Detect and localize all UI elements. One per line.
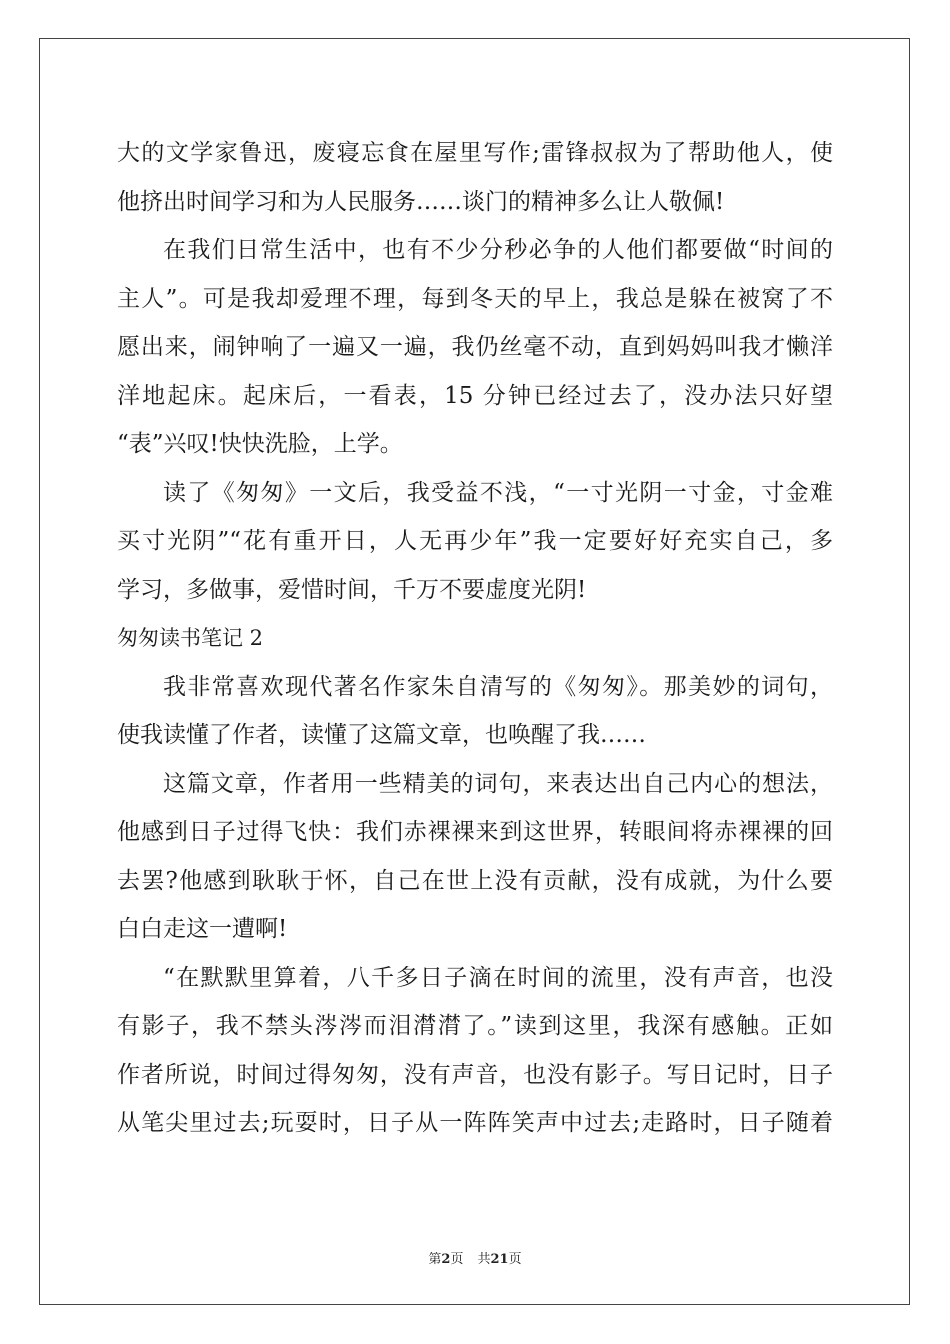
footer-page-unit: 页 — [450, 1252, 464, 1267]
document-body — [117, 129, 833, 1148]
text-line: 作者所说，时间过得匆匆，没有声音，也没有影子。写日记时，日子 — [117, 1061, 833, 1088]
text-line: 在我们日常生活中，也有不少分秒必争的人他们都要做“时间的 — [163, 237, 833, 263]
text-line: 白白走这一遭啊! — [117, 916, 288, 942]
section-heading: 匆匆读书笔记 2 — [117, 626, 264, 650]
page-footer — [0, 1248, 950, 1267]
text-line: 从笔尖里过去;玩耍时，日子从一阵阵笑声中过去;走路时，日子随着 — [117, 1110, 833, 1136]
text-line: 去罢?他感到耿耿于怀，自己在世上没有贡献，没有成就，为什么要 — [117, 867, 833, 894]
text-line: “在默默里算着，八千多日子滴在时间的流里，没有声音，也没 — [163, 964, 833, 991]
footer-page-prefix: 第 — [428, 1252, 442, 1267]
footer-total-prefix: 共 — [477, 1252, 491, 1267]
text-line: 使我读懂了作者，读懂了这篇文章，也唤醒了我…… — [117, 722, 646, 748]
footer-total-unit: 页 — [508, 1252, 522, 1267]
text-line: “表”兴叹!快快洗脸，上学。 — [117, 431, 403, 457]
text-line: 学习，多做事，爱惜时间，千万不要虚度光阴! — [117, 576, 587, 603]
text-line: 这篇文章，作者用一些精美的词句，来表达出自己内心的想法， — [163, 770, 833, 797]
text-line: 大的文学家鲁迅，废寝忘食在屋里写作;雷锋叔叔为了帮助他人，使 — [117, 140, 833, 166]
text-line: 他感到日子过得飞快：我们赤裸裸来到这世界，转眼间将赤裸裸的回 — [117, 819, 833, 845]
text-line: 愿出来，闹钟响了一遍又一遍，我仍丝毫不动，直到妈妈叫我才懒洋 — [117, 334, 833, 360]
text-line: 我非常喜欢现代著名作家朱自清写的《匆匆》。那美妙的词句， — [163, 673, 833, 700]
text-line: 买寸光阴”“花有重开日，人无再少年”我一定要好好充实自己，多 — [117, 528, 833, 554]
text-line: 有影子，我不禁头涔涔而泪潸潸了。”读到这里，我深有感触。正如 — [117, 1013, 833, 1039]
text-line: 他挤出时间学习和为人民服务……谈门的精神多么让人敬佩! — [117, 188, 725, 215]
footer-page-current: 2 — [441, 1252, 451, 1267]
text-line: 读了《匆匆》一文后，我受益不浅，“一寸光阴一寸金，寸金难 — [163, 479, 833, 506]
text-line: 主人”。可是我却爱理不理，每到冬天的早上，我总是躲在被窝了不 — [117, 285, 833, 312]
text-line: 洋地起床。起床后，一看表，15 分钟已经过去了，没办法只好望 — [117, 382, 833, 409]
footer-page-total: 21 — [490, 1252, 509, 1267]
